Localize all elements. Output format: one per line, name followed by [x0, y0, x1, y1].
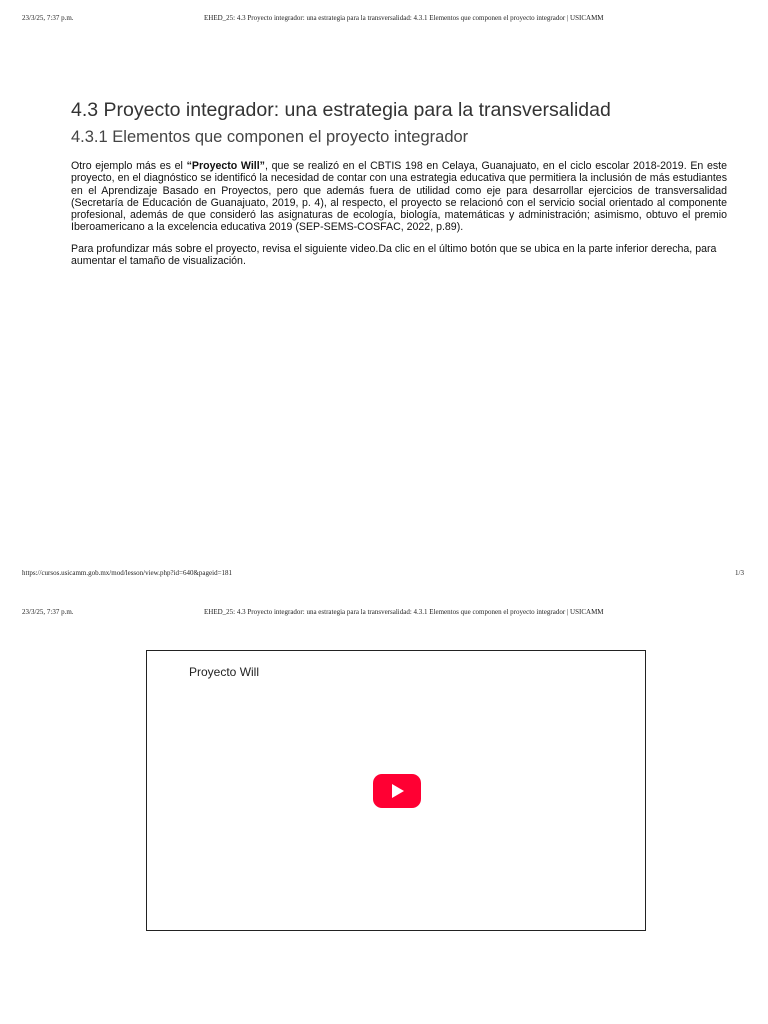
print-page-title: EHED_25: 4.3 Proyecto integrador: una estrategia para la transversalidad: 4.3.1 Elementos que componen el proyecto integrador | USICAMM: [204, 14, 604, 22]
lesson-content: [71, 98, 727, 267]
page-number: 1/3: [735, 569, 744, 577]
youtube-play-button[interactable]: [373, 774, 421, 808]
page-heading: 4.3 Proyecto integrador: una estrategia para la transversalidad: [71, 99, 611, 121]
video-embed[interactable]: [146, 650, 646, 931]
print-page-title: EHED_25: 4.3 Proyecto integrador: una estrategia para la transversalidad: 4.3.1 Elementos que componen el proyecto integrador | USICAMM: [204, 608, 604, 616]
section-subheading: 4.3.1 Elementos que componen el proyecto integrador: [71, 128, 469, 146]
project-name-bold: “Proyecto Will”: [186, 160, 265, 172]
youtube-play-icon: [392, 784, 404, 798]
print-date: 23/3/25, 7:37 p.m.: [22, 608, 74, 616]
paragraph-intro-text: Otro ejemplo más es el: [71, 160, 187, 172]
print-date: 23/3/25, 7:37 p.m.: [22, 14, 74, 22]
paragraph-video-instructions: Para profundizar más sobre el proyecto, revisa el siguiente video.Da clic en el último botón que se ubica en la parte inferior derecha, para aumentar el tamaño de visualización.: [71, 242, 717, 268]
video-title[interactable]: Proyecto Will: [189, 665, 260, 679]
paragraph-body-text: , que se realizó en el CBTIS 198 en Celaya, Guanajuato, en el ciclo escolar 2018-2019. En este proyecto, en el diagnóstico se identificó la necesidad de contar con una estrategia educativa que permitiera la inclusión de más estudiantes en el Aprendizaje Basado en Proyectos, pero que además fuera de utilidad como eje para desarrollar ejercicios de transversalidad (Secretaría de Educación de Guanajuato, 2019, p. 4), al respecto, el proyecto se relacionó con el servicio social orientado al componente profesional, además de que consideró las asignaturas de ecología, biología, matemáticas y administración; asimismo, obtuvo el premio Iberoamericano a la excelencia educativa 2019 (SEP-SEMS-COSFAC, 2022, p.89).: [71, 160, 727, 234]
paragraph-proyecto-will: [71, 160, 727, 234]
print-url: https://cursos.usicamm.gob.mx/mod/lesson/view.php?id=640&pageid=181: [22, 569, 233, 577]
